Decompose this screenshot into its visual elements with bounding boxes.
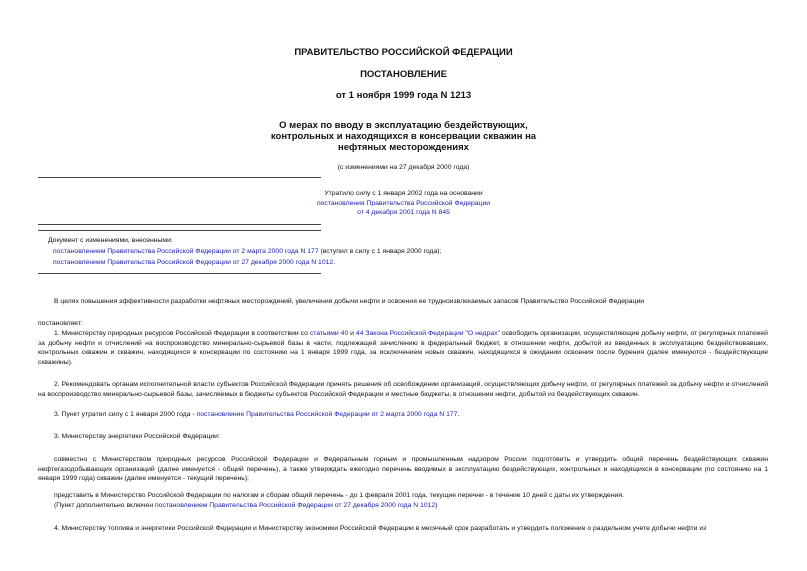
preamble-text: В целях повышения эффективности разработки нефтяных месторождений, увеличения добычи нефти и освоения ее трудноизвлекаемых запасов Правительство Российской Федерации: [54, 298, 645, 305]
p3m1-text: совместно с Министерством природных ресурсов Российской Федерации и Федеральным горным и промышленным надзором России подготовить и утвердить общий перечень бездействующих скважин нефтегазодобывающих организаций (далее именуется - общий перечень), а также утверждать ежегодно перечень вводимых в эксплуатацию бездействующих, контрольных и находящихся в консервации (по состоянию на 1 января 1999 года) скважин (далее именуется - текущий перечень);: [38, 456, 768, 483]
p1-text-c: освободить организации, осуществляющие добычу нефти, от регулярных платежей за добычу нефти и отчислений на воспроизводство минерально-сырьевой базы в части, подлежащей зачислению в федеральный бюджет, в отношении нефти, добытой из введенных в эксплуатацию бездействовавших, контрольных скважин и скважин, находящихся в консервации по состоянию на 1 января 1999 года, за исключением новых скважин, находящихся в ожидании освоения после бурения (далее именуются - бездействующие скважины).: [38, 330, 768, 366]
law-article-40-link[interactable]: статьями 40: [309, 330, 349, 337]
document-date-number: от 1 ноября 1999 года N 1213: [335, 90, 472, 101]
p4-text: 4. Министерству топлива и энергетики Российской Федерации и Министерству экономики Российской Федерации в месячный срок разработать и утвердить положение о раздельном учете добычи нефти из: [54, 525, 707, 532]
p1-text-a: 1. Министерству природных ресурсов Российской Федерации в соответствии со: [54, 330, 310, 337]
p3-text-b: .: [457, 411, 460, 418]
amendment-item-1: [53, 247, 441, 257]
amendment-date-note: (с изменениями на 27 декабря 2000 года): [337, 164, 470, 171]
p3m3-text-a: (Пункт дополнительно включен: [54, 501, 155, 509]
repeal-line: Утратило силу с 1 января 2002 года на основании: [324, 190, 483, 197]
repealing-decree-link[interactable]: постановление Правительства Российской Федерации от 2 марта 2000 года N 177: [196, 411, 458, 418]
repeal-status: [0, 189, 807, 218]
divider: [38, 177, 321, 178]
p3m3-text-b: ): [435, 501, 438, 509]
paragraph-2: [38, 380, 768, 399]
divider: [38, 224, 321, 225]
p3m-text: 3. Министерству энергетики Российской Федерации:: [54, 433, 220, 440]
amendment-item-2: [53, 258, 335, 268]
paragraph-4: [38, 524, 768, 534]
paragraph-1: [38, 329, 768, 367]
paragraph-3-sub-1: [38, 455, 768, 484]
document-type: ПОСТАНОВЛЕНИЕ: [360, 69, 447, 80]
p3-text-a: 3. Пункт утратил силу с 1 января 2000 года -: [54, 411, 197, 418]
amendment-note-1: (вступил в силу с 1 января 2000 года);: [318, 248, 442, 255]
amendments-intro: Документ с изменениями, внесенными:: [48, 237, 173, 244]
amendment-link-1[interactable]: постановлением Правительства Российской Федерации от 2 марта 2000 года N 177: [53, 248, 319, 255]
government-heading: ПРАВИТЕЛЬСТВО РОССИЙСКОЙ ФЕДЕРАЦИИ: [294, 47, 513, 58]
document-title: [0, 120, 807, 153]
divider: [38, 230, 321, 231]
repeal-link-2[interactable]: от 4 декабря 2001 года N 845: [357, 209, 450, 217]
p1-text-b: и: [348, 330, 356, 337]
preamble-paragraph: [38, 297, 768, 307]
amending-decree-link[interactable]: постановлением Правительства Российской Федерации от 27 декабря 2000 года N 1012: [154, 501, 436, 509]
repeal-link-1[interactable]: постановления Правительства Российской Федерации: [316, 199, 491, 207]
paragraph-3: [38, 410, 768, 420]
title-line-2: контрольных и находящихся в консервации скважин на: [270, 131, 537, 142]
amendment-note-2: .: [333, 259, 336, 266]
paragraph-3-sub-2: [38, 491, 768, 510]
title-line-3: нефтяных месторождениях: [338, 142, 469, 153]
divider: [38, 273, 321, 274]
paragraph-3-ministry: [38, 432, 768, 442]
p3m2-text: представить в Министерство Российской Федерации по налогам и сборам общий перечень - до 1 февраля 2001 года, текущие перечни - в течение 10 дней с даты их утверждения.: [54, 492, 624, 499]
title-line-1: О мерах по вводу в эксплуатацию бездействующих,: [279, 120, 528, 131]
decree-word: постановляет:: [38, 320, 83, 327]
p2-text: 2. Рекомендовать органам исполнительной власти субъектов Российской Федерации принять решения об освобождении организаций, осуществляющих добычу нефти, от регулярных платежей за добычу нефти и отчислений на воспроизводство минерально-сырьевой базы, зачисляемых в бюджеты субъектов Российской Федерации и местные бюджеты, в отношении нефти, добытой из бездействующих скважин.: [38, 381, 768, 398]
law-article-44-link[interactable]: 44 Закона Российской Федерации "О недрах": [355, 330, 500, 337]
amendment-link-2[interactable]: постановлением Правительства Российской Федерации от 27 декабря 2000 года N 1012: [53, 259, 334, 266]
